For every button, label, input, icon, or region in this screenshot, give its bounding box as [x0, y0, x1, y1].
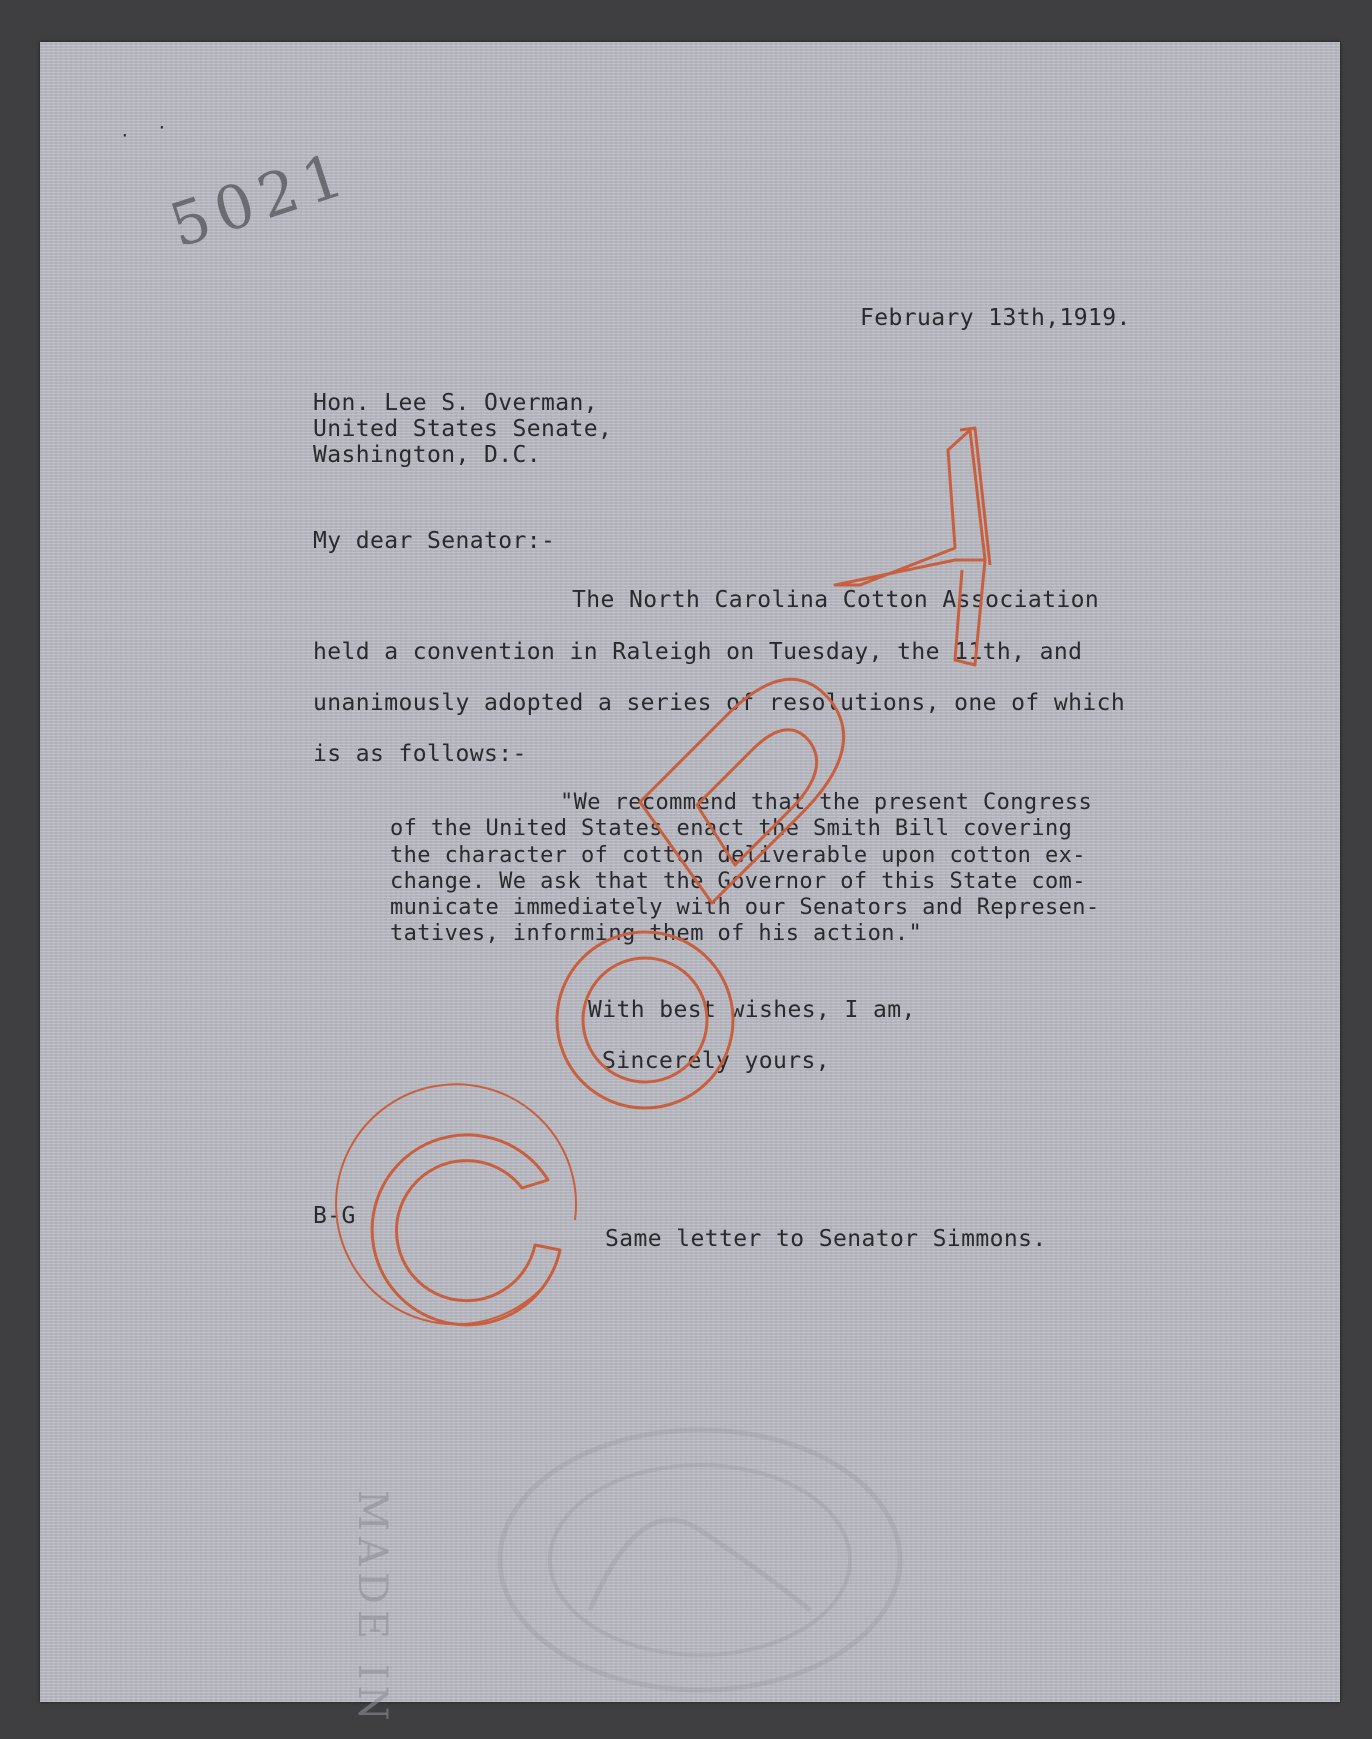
- address-line-2: United States Senate,: [313, 416, 613, 442]
- salutation: My dear Senator:-: [313, 528, 556, 554]
- body-line-4: is as follows:-: [313, 741, 527, 767]
- address-line-1: Hon. Lee S. Overman,: [313, 390, 598, 416]
- quote-line-2: of the United States enact the Smith Bill covering: [390, 816, 1073, 841]
- letter-date: February 13th,1919.: [860, 305, 1131, 331]
- watermark-text: MADE IN: [349, 1490, 395, 1727]
- speck-mark: ·: [120, 126, 130, 145]
- watermark-emblem: [470, 1410, 930, 1710]
- cc-note: Same letter to Senator Simmons.: [605, 1226, 1047, 1252]
- typist-initials: B-G: [313, 1203, 356, 1229]
- quote-line-3: the character of cotton deliverable upon cotton ex-: [390, 843, 1086, 868]
- speck-mark: ·: [157, 118, 167, 137]
- body-line-2: held a convention in Raleigh on Tuesday, the 11th, and: [313, 639, 1083, 665]
- handwritten-number: 5021: [161, 138, 359, 262]
- quote-line-1: "We recommend that the present Congress: [560, 790, 1093, 815]
- closing-line-1: With best wishes, I am,: [588, 997, 916, 1023]
- body-line-3: unanimously adopted a series of resolutions, one of which: [313, 690, 1126, 716]
- quote-line-6: tatives, informing them of his action.": [390, 921, 923, 946]
- quote-line-5: municate immediately with our Senators and Represen-: [390, 895, 1100, 920]
- address-line-3: Washington, D.C.: [313, 442, 541, 468]
- closing-line-2: Sincerely yours,: [602, 1048, 830, 1074]
- body-line-1: The North Carolina Cotton Association: [572, 587, 1100, 613]
- quote-line-4: change. We ask that the Governor of this State com-: [390, 869, 1086, 894]
